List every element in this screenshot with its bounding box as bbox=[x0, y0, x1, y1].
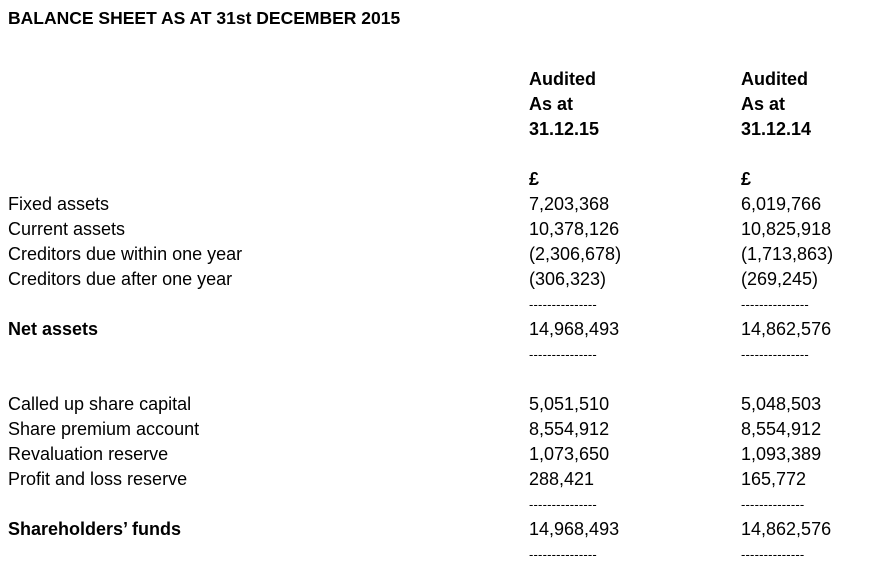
rule-col1: --------------- bbox=[529, 297, 597, 312]
row-share-premium-2015: 8,554,912 bbox=[529, 419, 610, 439]
row-creditors-within-label: Creditors due within one year bbox=[8, 244, 243, 264]
row-revaluation-label: Revaluation reserve bbox=[8, 444, 169, 464]
shareholders-funds-label: Shareholders’ funds bbox=[8, 519, 182, 539]
row-revaluation-2014: 1,093,389 bbox=[741, 444, 822, 464]
col1-header-date: 31.12.15 bbox=[529, 119, 600, 139]
rule-col1: --------------- bbox=[529, 497, 597, 512]
net-assets-2015: 14,968,493 bbox=[529, 319, 620, 339]
net-assets-label: Net assets bbox=[8, 319, 99, 339]
net-assets-2014: 14,862,576 bbox=[741, 319, 832, 339]
col1-header-line1: Audited bbox=[529, 69, 596, 89]
shareholders-funds-2014: 14,862,576 bbox=[741, 519, 832, 539]
row-revaluation-2015: 1,073,650 bbox=[529, 444, 610, 464]
row-creditors-after-label: Creditors due after one year bbox=[8, 269, 233, 289]
row-creditors-after-2014: (269,245) bbox=[741, 269, 819, 289]
rule-col2: --------------- bbox=[741, 297, 809, 312]
row-fixed-assets-2014: 6,019,766 bbox=[741, 194, 822, 214]
col2-header-line2: As at bbox=[741, 94, 786, 114]
row-share-capital-label: Called up share capital bbox=[8, 394, 192, 414]
rule-col2-short: -------------- bbox=[741, 547, 805, 562]
col2-header-date: 31.12.14 bbox=[741, 119, 812, 139]
page-title: BALANCE SHEET AS AT 31st DECEMBER 2015 bbox=[8, 8, 401, 28]
col1-currency: £ bbox=[529, 169, 540, 189]
rule-col2-short: -------------- bbox=[741, 497, 805, 512]
row-current-assets-2015: 10,378,126 bbox=[529, 219, 620, 239]
rule-col1: --------------- bbox=[529, 347, 597, 362]
shareholders-funds-2015: 14,968,493 bbox=[529, 519, 620, 539]
col1-header-line2: As at bbox=[529, 94, 574, 114]
rule-col2: --------------- bbox=[741, 347, 809, 362]
row-profit-loss-2015: 288,421 bbox=[529, 469, 595, 489]
row-current-assets-2014: 10,825,918 bbox=[741, 219, 832, 239]
row-creditors-within-2014: (1,713,863) bbox=[741, 244, 834, 264]
row-share-capital-2015: 5,051,510 bbox=[529, 394, 610, 414]
row-fixed-assets-2015: 7,203,368 bbox=[529, 194, 610, 214]
row-current-assets-label: Current assets bbox=[8, 219, 126, 239]
row-profit-loss-label: Profit and loss reserve bbox=[8, 469, 188, 489]
row-creditors-after-2015: (306,323) bbox=[529, 269, 607, 289]
row-fixed-assets-label: Fixed assets bbox=[8, 194, 110, 214]
row-share-premium-label: Share premium account bbox=[8, 419, 200, 439]
row-creditors-within-2015: (2,306,678) bbox=[529, 244, 622, 264]
rule-col1: --------------- bbox=[529, 547, 597, 562]
row-share-premium-2014: 8,554,912 bbox=[741, 419, 822, 439]
row-share-capital-2014: 5,048,503 bbox=[741, 394, 822, 414]
row-profit-loss-2014: 165,772 bbox=[741, 469, 807, 489]
col2-header-line1: Audited bbox=[741, 69, 808, 89]
col2-currency: £ bbox=[741, 169, 752, 189]
